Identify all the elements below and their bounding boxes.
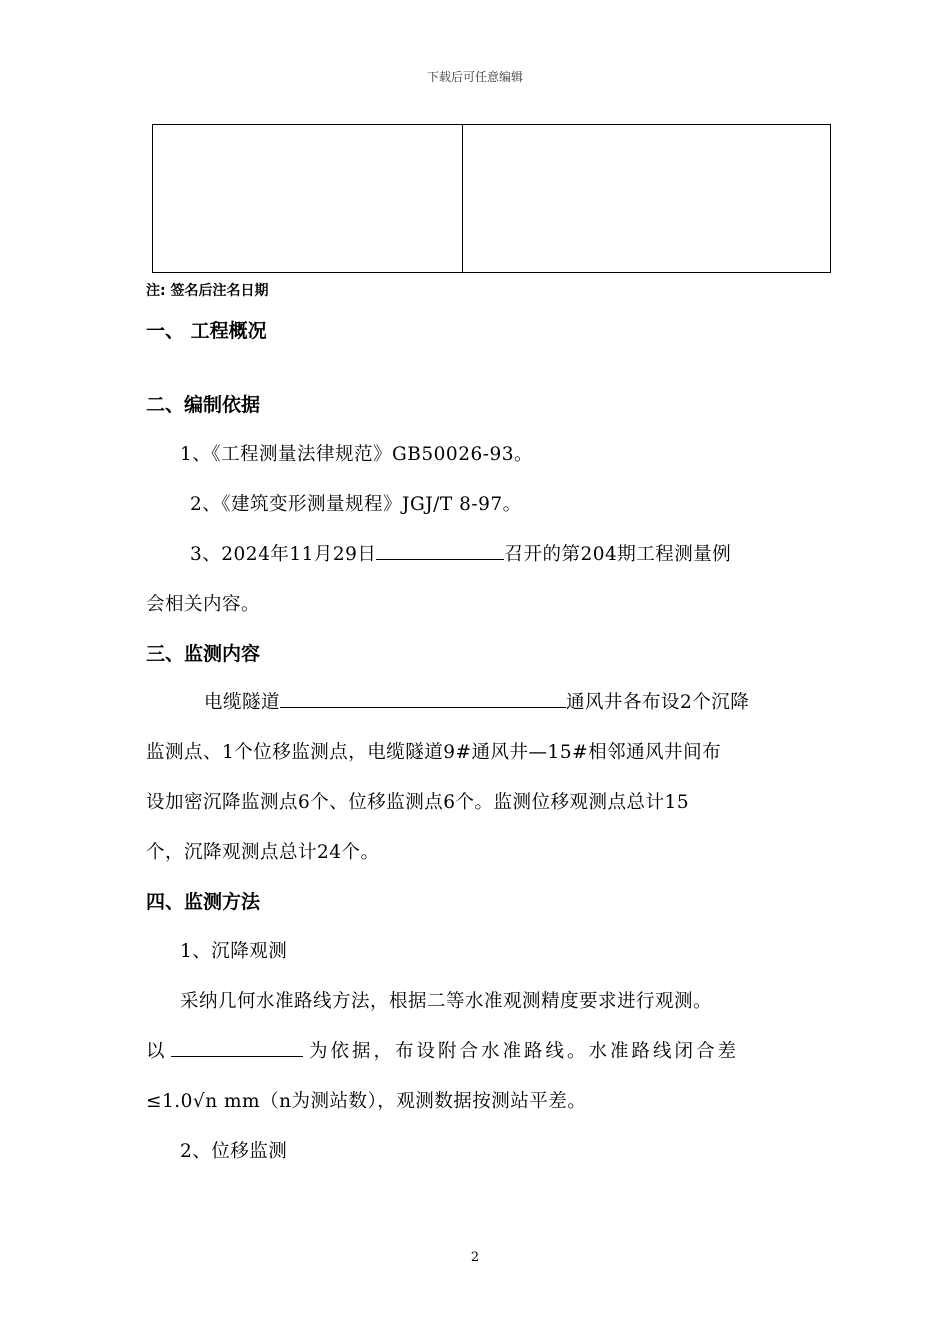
method-para-2-pre: 以 [146,1041,166,1062]
method-para-2-post: 为依据，布设附合水准路线。水准路线闭合差 [309,1041,740,1062]
content-line-1-post: 通风井各布设2个沉降 [566,692,750,713]
section-3-title: 三、监测内容 [146,643,261,665]
page-header: 下载后可任意编辑 [426,70,523,84]
blank-field [376,541,504,560]
content-line-3: 设加密沉降监测点6个、位移监测点6个。监测位移观测点总计15 [146,792,690,813]
content-line-2: 监测点、1个位移监测点，电缆隧道9#通风井—15#相邻通风井间布 [146,742,722,763]
basis-item-3-pre: 3、2024年11月29日 [190,544,377,565]
basis-item-3-post: 召开的第204期工程测量例 [504,544,732,565]
basis-item-2: 2、《建筑变形测量规程》JGJ/T 8-97。 [190,494,522,515]
signature-note: 注: 签名后注名日期 [146,283,269,299]
content-line-4: 个，沉降观测点总计24个。 [146,842,380,863]
section-1-title: 一、 工程概况 [146,320,267,342]
table-divider [462,125,463,272]
section-2-title: 二、编制依据 [146,394,261,416]
section-4-title: 四、监测方法 [146,891,261,913]
content-line-1-pre: 电缆隧道 [204,692,281,713]
content-line-1 [204,688,749,714]
page-number: 2 [470,1250,480,1265]
basis-item-3 [190,540,731,566]
basis-item-3-continued: 会相关内容。 [146,594,261,615]
blank-field [280,689,566,708]
method-para-3: ≤1.0√n mm（n为测站数），观测数据按测站平差。 [146,1091,587,1112]
blank-field [171,1038,303,1057]
signature-table [152,124,831,273]
method-sub-1: 1、沉降观测 [180,941,288,962]
basis-item-1: 1、《工程测量法律规范》GB50026-93。 [180,444,534,465]
method-para-2 [146,1037,739,1063]
method-sub-2: 2、位移监测 [180,1141,288,1162]
method-para-1: 采纳几何水准路线方法，根据二等水准观测精度要求进行观测。 [180,991,713,1012]
